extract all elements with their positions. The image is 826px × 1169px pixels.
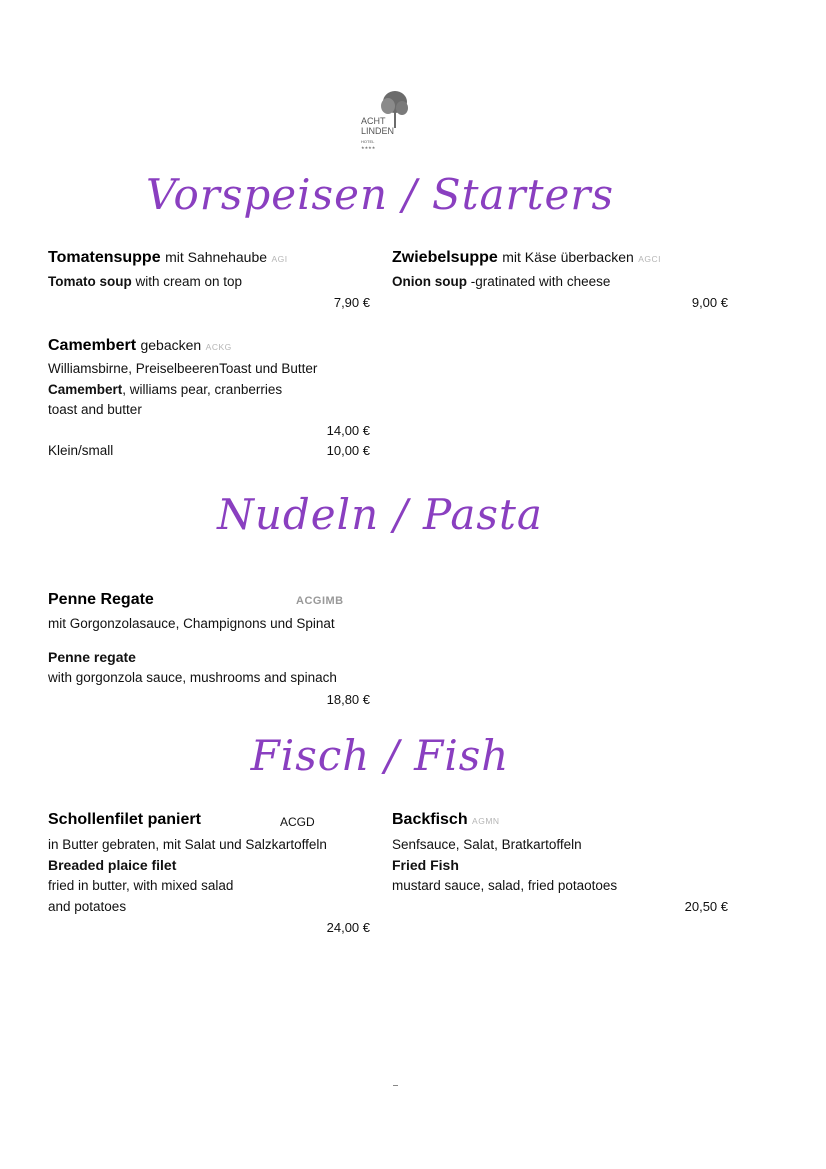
dish-german-line: Senfsauce, Salat, Bratkartoffeln	[392, 837, 582, 852]
english-desc: with cream on top	[135, 274, 243, 289]
dish-english-title: Fried Fish	[392, 857, 459, 873]
hotel-logo	[355, 88, 415, 154]
dish-english-line: with gorgonzola sauce, mushrooms and spinach	[48, 670, 337, 685]
dish-title: Backfisch	[392, 811, 468, 828]
dish-camembert	[48, 337, 232, 355]
dish-title: Camembert	[48, 337, 137, 354]
small-portion-label: Klein/small	[48, 443, 114, 458]
dish-english-line	[48, 272, 242, 292]
dish-english-line	[392, 272, 610, 292]
english-name: Onion soup	[392, 274, 467, 289]
logo-stars: ★★★★	[361, 145, 376, 150]
dish-english-line: mustard sauce, salad, fried potaotoes	[392, 878, 618, 893]
dish-english-line	[48, 380, 282, 400]
dish-english-title: Penne regate	[48, 649, 136, 665]
allergen-code: AGI	[271, 254, 288, 264]
price: 14,00 €	[326, 423, 370, 438]
allergen-code: AGMN	[472, 816, 500, 826]
dish-title: Zwiebelsuppe	[392, 249, 498, 266]
dish-subtitle: mit Käse überbacken	[502, 249, 634, 265]
price: 24,00 €	[326, 920, 370, 935]
dish-english-line-2: and potatoes	[48, 899, 127, 914]
price: 20,50 €	[684, 899, 728, 914]
allergen-code: ACGD	[280, 815, 315, 829]
dish-penne	[48, 591, 154, 609]
allergen-code: ACGIMB	[296, 595, 344, 607]
section-heading-starters: Vorspeisen / Starters	[145, 170, 614, 219]
logo-text-2: LINDEN	[361, 126, 395, 136]
english-name: Tomato soup	[48, 274, 132, 289]
price: 9,00 €	[691, 295, 728, 310]
dish-german-line: mit Gorgonzolasauce, Champignons und Spinat	[48, 616, 335, 631]
dish-german-line: Williamsbirne, PreiselbeerenToast und Butter	[48, 361, 318, 376]
dish-english-line-2: toast and butter	[48, 402, 142, 417]
dish-title: Schollenfilet paniert	[48, 811, 201, 828]
english-name: Camembert	[48, 382, 123, 397]
english-desc: , williams pear, cranberries	[122, 382, 283, 397]
dish-onion-soup	[392, 249, 661, 267]
dish-title: Penne Regate	[48, 591, 154, 608]
english-desc: -gratinated with cheese	[470, 274, 611, 289]
dish-subtitle: gebacken	[140, 337, 202, 353]
dish-title: Tomatensuppe	[48, 249, 161, 266]
tree-icon	[355, 88, 415, 154]
allergen-code: ACKG	[205, 342, 232, 352]
allergen-code: AGCI	[638, 254, 662, 264]
dish-plaice	[48, 811, 201, 829]
dish-backfisch	[392, 811, 500, 829]
small-portion-price: 10,00 €	[326, 443, 370, 458]
dish-german-line: in Butter gebraten, mit Salat und Salzkartoffeln	[48, 837, 327, 852]
dish-english-line: fried in butter, with mixed salad	[48, 878, 234, 893]
footer-mark	[393, 1085, 398, 1086]
dish-english-title: Breaded plaice filet	[48, 857, 177, 873]
logo-text-3: HOTEL	[361, 139, 375, 144]
dish-subtitle: mit Sahnehaube	[165, 249, 268, 265]
price: 18,80 €	[326, 692, 370, 707]
logo-text-1: ACHT	[361, 116, 386, 126]
section-heading-pasta: Nudeln / Pasta	[217, 490, 543, 539]
price: 7,90 €	[333, 295, 370, 310]
dish-tomato-soup	[48, 249, 288, 267]
section-heading-fish: Fisch / Fish	[250, 731, 510, 780]
